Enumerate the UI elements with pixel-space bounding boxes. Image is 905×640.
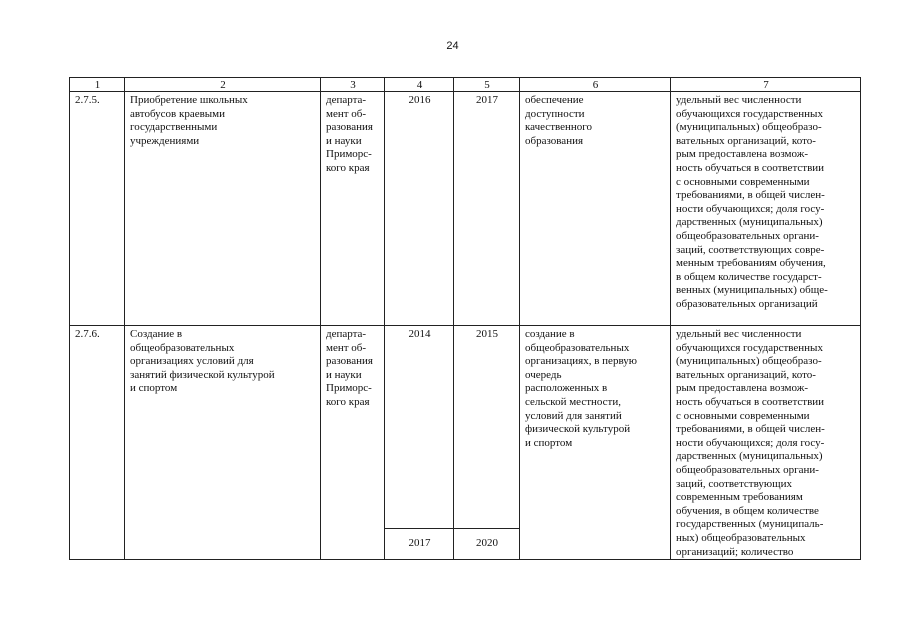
text-line: в общем количестве государст- [676,270,822,283]
item-name [125,92,321,326]
text-line: образования [525,134,584,147]
column-number: 2 [125,78,321,92]
start-year: 2017 [385,528,454,559]
text-line: кого края [326,395,370,408]
text-line: ных) общеобразовательных [676,531,806,544]
expected-result [520,326,671,560]
end-year: 2017 [454,92,520,326]
text-line: вательных организаций, кото- [676,134,816,147]
text-line: дарственных (муниципальных) [676,216,823,229]
text-line: ность обучаться в соответствии [676,161,825,174]
text-line: организациях, в первую [525,355,637,368]
text-line: ности обучающихся; доля госу- [676,436,825,449]
text-line: общеобразовательных [130,341,235,354]
text-line: мент об- [326,341,367,354]
column-number-row [70,78,861,92]
column-number: 7 [671,78,861,92]
text-line: ности обучающихся; доля госу- [676,202,825,215]
text-line: общеобразовательных органи- [676,229,819,242]
text-line: Приморс- [326,382,372,395]
text-line: Создание в [130,328,183,340]
item-name [125,326,321,560]
page-number: 24 [446,40,459,52]
text-line: обучающихся государственных [676,107,823,120]
column-number: 5 [454,78,520,92]
text-line: требованиями, в общей числен- [676,423,825,436]
text-line: доступности [525,107,585,120]
column-number: 6 [520,78,671,92]
text-line: удельный вес численности [676,328,802,340]
executor [321,326,385,560]
text-line: государственных (муниципаль- [676,518,824,531]
text-line: и науки [326,134,362,147]
text-line: вательных организаций, кото- [676,368,816,381]
start-year: 2014 [385,326,454,529]
text-line: рым предоставлена возмож- [676,148,808,161]
text-line: расположенных в [525,382,608,395]
text-line: учреждениями [130,134,200,147]
text-line: и науки [326,368,362,381]
expected-result [520,92,671,326]
start-year: 2016 [385,92,454,326]
column-number: 1 [70,78,125,92]
text-line: рым предоставлена возмож- [676,382,808,395]
item-number: 2.7.6. [70,326,125,560]
text-line: дарственных (муниципальных) [676,450,823,463]
text-line: департа- [326,328,367,340]
text-line: и спортом [525,436,573,449]
text-line: обучающихся государственных [676,341,823,354]
indicator [671,326,861,560]
text-line: ность обучаться в соответствии [676,395,825,408]
text-line: создание в [525,328,575,340]
text-line: заций, соответствующих совре- [676,243,825,256]
executor [321,92,385,326]
text-line: сельской местности, [525,395,622,408]
text-line: менным требованиям обучения, [676,257,826,270]
text-line: физической культурой [525,423,631,436]
text-line: очередь [525,368,562,381]
text-line: обеспечение [525,94,584,106]
text-line: и спортом [130,382,178,395]
item-number: 2.7.5. [70,92,125,326]
text-line: условий для занятий [525,409,622,422]
text-line: кого края [326,161,370,174]
text-line: заций, соответствующих [676,477,792,490]
table-row [70,326,861,529]
text-line: Приморс- [326,148,372,161]
end-year: 2015 [454,326,520,529]
text-line: организаций; количество [676,545,794,558]
table-row [70,92,861,326]
text-line: департа- [326,94,367,106]
column-number: 3 [321,78,385,92]
text-line: Приобретение школьных [130,94,248,106]
text-line: требованиями, в общей числен- [676,189,825,202]
text-line: общеобразовательных органи- [676,463,819,476]
text-line: обучения, в общем количестве [676,504,819,517]
text-line: удельный вес численности [676,94,802,106]
text-line: организациях условий для [130,355,254,368]
text-line: с основными современными [676,409,810,422]
indicator [671,92,861,326]
text-line: занятий физической культурой [130,368,275,381]
text-line: общеобразовательных [525,341,630,354]
text-line: государственными [130,121,218,134]
text-line: мент об- [326,107,367,120]
text-line: разования [326,121,373,134]
text-line: (муниципальных) общеобразо- [676,121,822,134]
text-line: образовательных организаций [676,297,818,310]
text-line: современным требованиям [676,491,803,504]
program-table [69,77,861,560]
text-line: автобусов краевыми [130,107,226,120]
column-number: 4 [385,78,454,92]
text-line: качественного [525,121,593,134]
text-line: (муниципальных) общеобразо- [676,355,822,368]
text-line: разования [326,355,373,368]
end-year: 2020 [454,528,520,559]
text-line: с основными современными [676,175,810,188]
text-line: венных (муниципальных) обще- [676,284,828,297]
